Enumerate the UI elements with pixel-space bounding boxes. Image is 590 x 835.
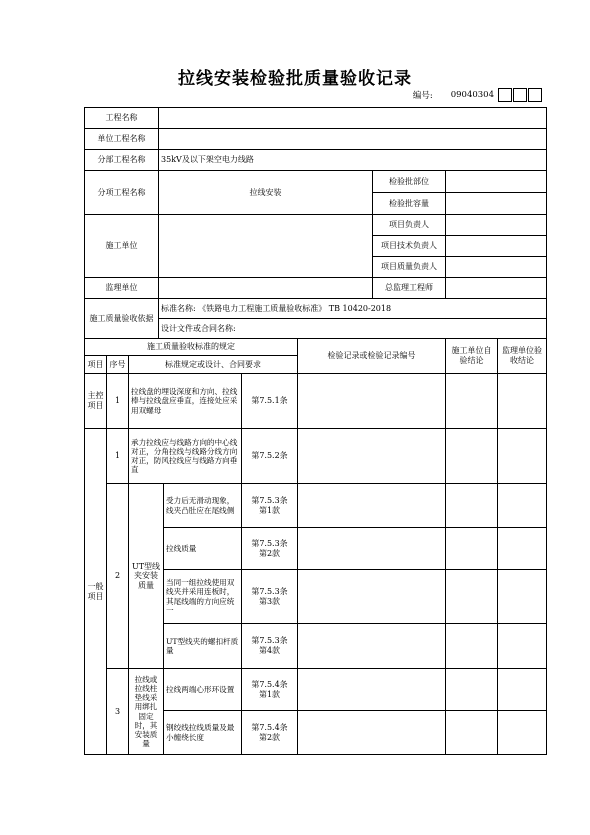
unit-project-label: 单位工程名称 [85,129,159,150]
batch-capacity-value[interactable] [446,193,547,215]
quality-leader-label: 项目质量负责人 [373,257,446,278]
general-item2-sub1-text: 受力后无滑动现象，线夹凸肚应在尾线侧 [164,484,242,528]
general-item2-sub4-supervision-result[interactable] [498,624,547,669]
general-item2-sub1-record[interactable] [298,484,446,528]
main-item-clause: 第7.5.1条 [242,374,298,429]
chief-engineer-value[interactable] [446,278,547,299]
general-item3-seq: 3 [107,669,129,755]
code-box-3[interactable] [528,88,542,102]
general-item1-record[interactable] [298,429,446,484]
clause-paragraph: 第4款 [258,646,281,655]
clause-number: 第7.5.3条 [251,538,288,548]
clause-paragraph: 第1款 [258,689,281,699]
general-item3-sub2-record[interactable] [298,711,446,755]
general-item2-sub2-clause [242,528,298,570]
general-item3-sub1-record[interactable] [298,669,446,711]
general-item3-sub2-text: 钢绞线拉线质量及最小缠绕长度 [164,711,242,755]
batch-location-value[interactable] [446,171,547,193]
project-leader-value[interactable] [446,215,547,236]
general-item2-sub1-supervision-result[interactable] [498,484,547,528]
construction-unit-value[interactable] [159,215,373,278]
req-header: 标准规定或设计、合同要求 [129,356,298,374]
clause-number: 第7.5.3条 [251,495,288,505]
project-leader-label: 项目负责人 [373,215,446,236]
record-header: 检验记录或检验记录编号 [298,339,446,374]
general-item2-sub1-clause [242,484,298,528]
supervision-unit-value[interactable] [159,278,373,299]
general-item3-sub1-clause [242,669,298,711]
standard-name: 标准名称: 《铁路电力工程施工质量验收标准》 TB 10420-2018 [159,299,547,319]
clause-number: 第7.5.4条 [251,722,288,732]
seq-header: 序号 [107,356,129,374]
general-item3-sub2-clause [242,711,298,755]
clause-paragraph: 第3款 [258,596,281,606]
clause-paragraph: 第2款 [258,732,281,742]
project-name-value[interactable] [159,108,547,129]
general-item3-sub1-construction-result[interactable] [446,669,498,711]
chief-engineer-label: 总监理工程师 [373,278,446,299]
general-item1-clause: 第7.5.2条 [242,429,298,484]
main-item-text: 拉线盘的埋设深度和方向、拉线棒与拉线盘应垂直，连接处应采用双螺母 [129,374,242,429]
code-box-2[interactable] [513,88,527,102]
general-item3-label: 拉线或拉线柱垫线采用绑扎固定时，其安装质量 [129,669,164,755]
main-item-record[interactable] [298,374,446,429]
main-item-construction-result[interactable] [446,374,498,429]
main-item-seq: 1 [107,374,129,429]
subitem-project-label: 分项工程名称 [85,171,159,215]
code-box-1[interactable] [498,88,512,102]
general-item2-sub2-supervision-result[interactable] [498,528,547,570]
general-item-label: 一般项目 [85,429,107,755]
construction-result-header: 施工单位自验结论 [446,339,498,374]
form-code [413,88,542,102]
general-item2-seq: 2 [107,484,129,669]
unit-project-value[interactable] [159,129,547,150]
general-item2-sub3-construction-result[interactable] [446,570,498,624]
contract-name[interactable]: 设计文件或合同名称: [159,319,547,339]
main-item-supervision-result[interactable] [498,374,547,429]
supervision-result-header: 监理单位验收结论 [498,339,547,374]
general-item1-seq: 1 [107,429,129,484]
division-project-label: 分部工程名称 [85,150,159,171]
general-item2-sub2-record[interactable] [298,528,446,570]
division-project-value[interactable]: 35kV及以下架空电力线路 [159,150,547,171]
clause-number: 第7.5.3条 [251,636,288,646]
batch-location-label: 检验批部位 [373,171,446,193]
item-header: 项目 [85,356,107,374]
supervision-unit-label: 监理单位 [85,278,159,299]
spec-header: 施工质量验收标准的规定 [85,339,298,356]
general-item1-text: 承力拉线应与线路方向的中心线对正，分角拉线与线路分线方向对正，防风拉线应与线路方向垂直 [129,429,242,484]
subitem-project-value[interactable]: 拉线安装 [159,171,373,215]
general-item2-label: UT型线夹安装质量 [129,484,164,669]
basis-label: 施工质量验收依据 [85,299,159,339]
general-item2-sub3-text: 当同一组拉线使用双线夹并采用连板时，其尾线端的方向应统一 [164,570,242,624]
general-item2-sub2-construction-result[interactable] [446,528,498,570]
tech-leader-value[interactable] [446,236,547,257]
general-item3-sub2-supervision-result[interactable] [498,711,547,755]
construction-unit-label: 施工单位 [85,215,159,278]
general-item2-sub4-clause [242,624,298,669]
general-item1-supervision-result[interactable] [498,429,547,484]
general-item2-sub3-clause [242,570,298,624]
clause-paragraph: 第2款 [258,548,281,558]
general-item2-sub1-construction-result[interactable] [446,484,498,528]
inspection-form-table [84,107,547,755]
general-item2-sub4-text: UT型线夹的螺扣杆质量 [164,624,242,669]
general-item1-construction-result[interactable] [446,429,498,484]
tech-leader-label: 项目技术负责人 [373,236,446,257]
code-value: 09040304 [450,90,494,100]
general-item2-sub4-construction-result[interactable] [446,624,498,669]
form-title: 拉线安装检验批质量验收记录 [178,69,412,89]
general-item2-sub2-text: 拉线质量 [164,528,242,570]
project-name-label: 工程名称 [85,108,159,129]
quality-leader-value[interactable] [446,257,547,278]
general-item3-sub1-supervision-result[interactable] [498,669,547,711]
general-item2-sub3-supervision-result[interactable] [498,570,547,624]
general-item2-sub4-record[interactable] [298,624,446,669]
code-label: 编号: [412,91,433,101]
general-item2-sub3-record[interactable] [298,570,446,624]
batch-capacity-label: 检验批容量 [373,193,446,215]
general-item3-sub1-text: 拉线两端心形环设置 [164,669,242,711]
clause-number: 第7.5.3条 [251,586,288,596]
clause-number: 第7.5.4条 [251,679,288,689]
main-item-label: 主控项目 [85,374,107,429]
general-item3-sub2-construction-result[interactable] [446,711,498,755]
clause-paragraph: 第1款 [258,505,281,515]
